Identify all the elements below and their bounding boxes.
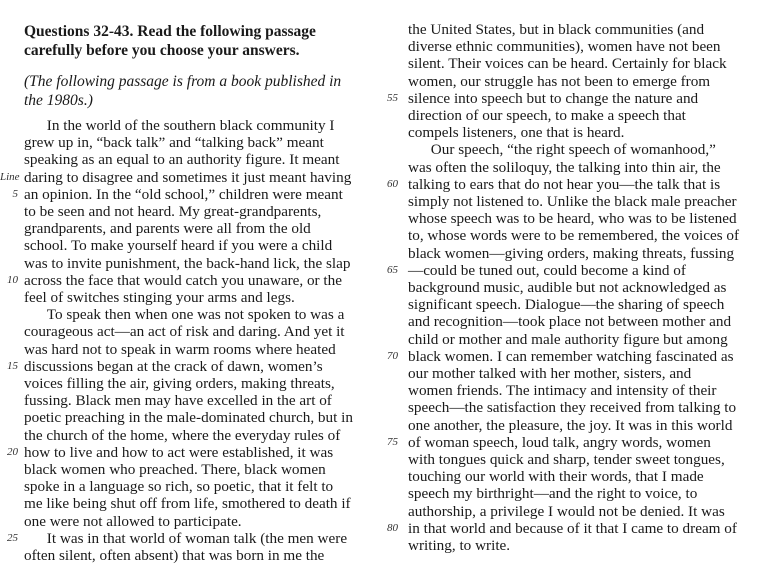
passage-line: black women. I can remember watching fascinated as [408,347,734,365]
passage-line: child or mother and male authority figure but among [408,330,728,348]
passage-line: speaking as an equal to an authority figure. It meant [24,151,340,169]
passage-line: women friends. The intimacy and intensity of their [408,382,717,400]
line-number: 75 [387,435,398,448]
passage-line: often silent, often absent) that was born in me the [24,547,325,564]
passage-line: It was in that world of woman talk (the men were [24,529,348,547]
passage-line: authorship, a privilege I would not be denied. It was [408,502,725,520]
passage-line: silent. Their voices can be heard. Certainly for black [408,55,727,73]
line-number: 80 [387,521,398,534]
line-number: 55 [387,91,398,104]
passage-line: one another, the pleasure, the joy. It was in this world [408,416,733,434]
passage-line: silence into speech but to change the nature and [408,89,699,107]
passage-line: writing, to write. [408,537,511,554]
passage-line: In the world of the southern black community I [24,117,335,134]
line-number: 20 [7,445,18,458]
passage-line: black women—giving orders, making threats, fussing [408,244,735,262]
passage-line: in that world and because of it that I came to dream of [408,519,737,537]
passage-line: courageous act—an act of risk and daring. And yet it [24,323,345,341]
passage-line: poetic preaching in the male-dominated church, but in [24,409,353,427]
line-number: 15 [7,359,18,372]
passage-line: Our speech, “the right speech of womanhood,” [408,141,716,159]
passage-line: and recognition—took place not between mother and [408,313,732,331]
passage-line: was to invite punishment, the back-hand lick, the slap [24,254,351,272]
passage-line: across the face that would catch you unaware, or the [24,271,342,289]
passage-line: touching our world with their words, that I made [408,468,704,486]
passage-line: background music, audible but not acknowledged as [408,279,727,296]
line-number: 25 [7,531,18,544]
passage-line: grandparents, and parents were all from the old [24,220,311,238]
passage-line: daring to disagree and sometimes it just meant having [24,168,352,186]
passage-line: with tongues quick and sharp, tender sweet tongues, [408,451,725,468]
passage-line: the church of the home, where the everyday rules of [24,426,341,444]
line-number: Line [0,170,20,183]
line-number: 70 [387,349,398,362]
passage-line: to, whose words were to be remembered, the voices of [408,227,740,245]
passage-line: diverse ethnic communities), women have not been [408,38,721,56]
heading-line-2: carefully before you choose your answers. [24,42,300,59]
passage-line: school. To make yourself heard if you were a child [24,237,333,255]
passage-line: black women who preached. There, black women [24,461,326,478]
passage-line: To speak then when one was not spoken to was a [24,306,345,324]
passage-line: simply not listened to. Unlike the black male preacher [408,193,737,210]
passage-line: spoke in a language so rich, so poetic, that it felt to [24,478,334,496]
source-line-1: (The following passage is from a book published in [24,73,342,90]
passage-line: feel of switches stinging your arms and legs. [24,289,295,306]
passage-line: speech—the satisfaction they received from talking to [408,399,737,417]
passage-line: women, our struggle has not been to emerge from [408,72,711,90]
passage-line: significant speech. Dialogue—the sharing of speech [408,296,725,314]
passage-line: one were not allowed to participate. [24,512,242,530]
passage-line: fussing. Black men may have excelled in the art of [24,392,332,410]
passage-line: voices filling the air, giving orders, making threats, [24,375,335,392]
passage-line: of woman speech, loud talk, angry words, women [408,433,711,451]
passage-line: was often the soliloquy, the talking into thin air, the [408,158,721,176]
passage-line: speech my birthright—and the right to voice, to [408,485,698,503]
passage-line: an opinion. In the “old school,” children were meant [24,185,343,203]
passage-line: discussions began at the crack of dawn, women’s [24,357,323,375]
passage-line: me like being shut off from life, smothered to death if [24,495,351,513]
line-number: 60 [387,177,398,190]
passage-heading [24,22,354,60]
line-number: 5 [12,187,18,200]
passage-line: how to live and how to act were established, it was [24,443,334,461]
passage-line: grew up in, “back talk” and “talking back” meant [24,134,324,152]
passage-line: direction of our speech, to make a speech that [408,107,686,124]
heading-line-1: Questions 32-43. Read the following passage [24,23,316,40]
passage-line: talking to ears that do not hear you—the talk that is [408,175,721,193]
passage-line: compels listeners, one that is heard. [408,124,625,142]
source-line-2: the 1980s.) [24,92,93,109]
line-number: 10 [7,273,18,286]
line-number: 65 [387,263,398,276]
passage-line: —could be tuned out, could become a kind of [408,261,686,279]
passage-line: was hard not to speak in warm rooms where heated [24,340,336,358]
passage-source-note [24,72,354,110]
passage-line: our mother talked with her mother, sisters, and [408,365,692,382]
passage-line: whose speech was to be heard, who was to be listened [408,210,737,228]
passage-line: the United States, but in black communities (and [408,21,705,38]
passage-line: to be seen and not heard. My great-grandparents, [24,203,322,220]
